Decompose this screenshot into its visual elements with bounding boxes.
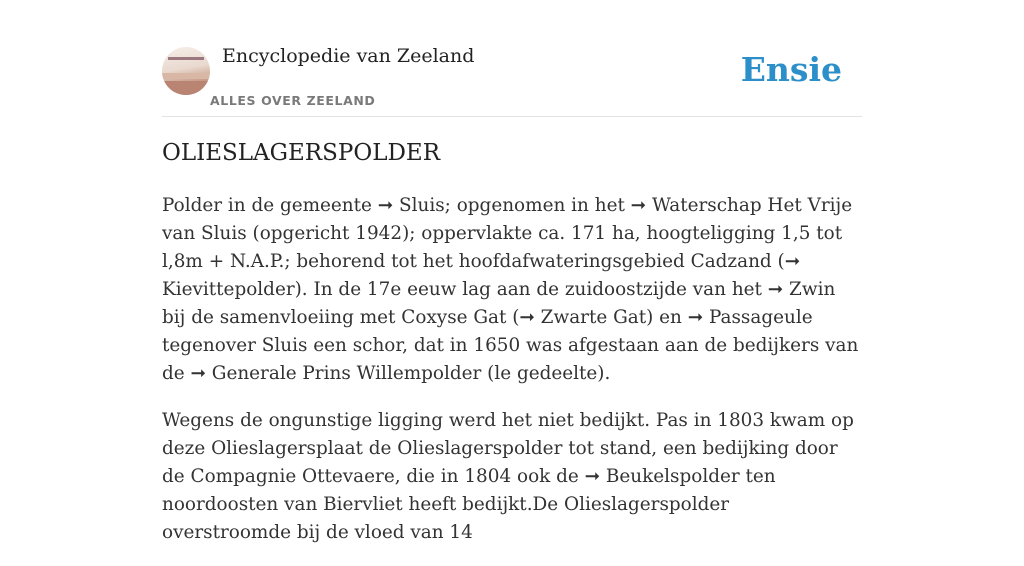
site-title[interactable]: Encyclopedie van Zeeland bbox=[222, 45, 475, 67]
page-container bbox=[162, 0, 862, 543]
site-header bbox=[162, 0, 862, 117]
article-paragraph: Wegens de ongunstige ligging werd het niet bedijkt. Pas in 1803 kwam op deze Olieslagersplaat de Olieslagerspolder tot stand, een bedijking door de Compagnie Ottevaere, die in 1804 ook de ➞ Beukelspolder ten noordoosten van Biervliet heeft bedijkt.De Olieslagerspolder overstroomde bij de vloed van 14 bbox=[162, 410, 854, 543]
ensie-brand-link[interactable]: Ensie bbox=[740, 50, 842, 89]
article-paragraph: Polder in de gemeente ➞ Sluis; opgenomen in het ➞ Waterschap Het Vrije van Sluis (opgericht 1942); oppervlakte ca. 171 ha, hoogteligging 1,5 tot l,8m + N.A.P.; behorend tot het hoofdafwateringsgebied Cadzand (➞ Kievittepolder). In de 17e eeuw lag aan de zuidoostzijde van het ➞ Zwin bij de samenvloeiing met Coxyse Gat (➞ Zwarte Gat) en ➞ Passageule tegenover Sluis een schor, dat in 1650 was afgestaan aan de bedijkers van de ➞ Generale Prins Willempolder (le gedeelte). bbox=[162, 195, 859, 384]
logo-decoration bbox=[168, 57, 204, 60]
site-logo[interactable] bbox=[162, 47, 210, 95]
logo-decoration bbox=[162, 81, 210, 95]
article-title: OLIESLAGERSPOLDER bbox=[162, 140, 441, 166]
logo-decoration bbox=[162, 73, 210, 79]
site-tagline: ALLES OVER ZEELAND bbox=[210, 93, 376, 108]
article-body bbox=[162, 192, 862, 566]
